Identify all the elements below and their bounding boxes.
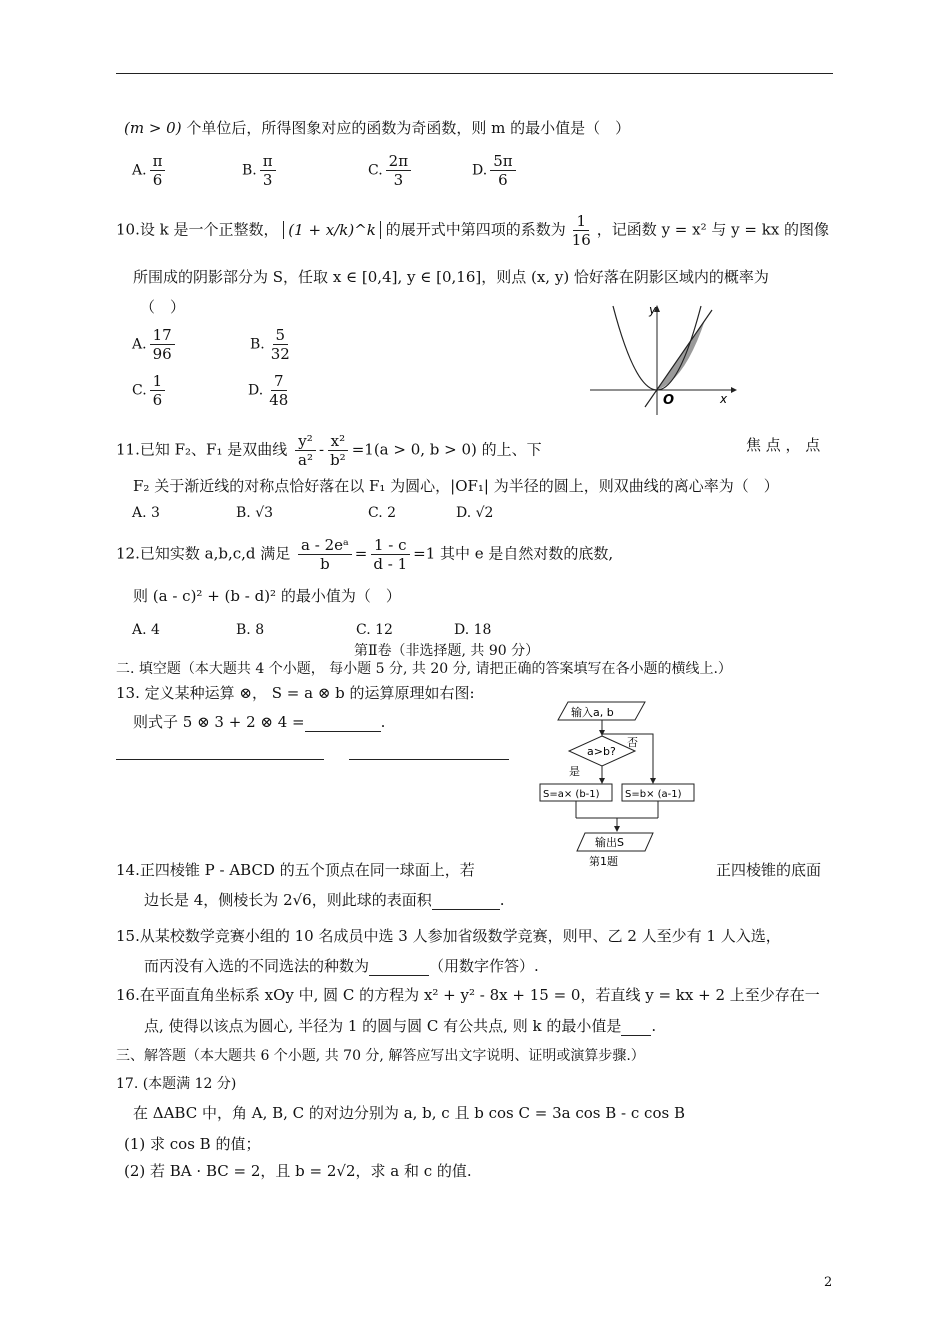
q11-stem: 11.已知 F₂、F₁ 是双曲线 $\frac{\text{y²}}{\text{a²}}$ - $\frac{\text{x²}}{\text{b²}}$ =1(a > 0, b > 0) 的上、下 bbox=[116, 432, 542, 469]
x-axis-arrow bbox=[731, 387, 737, 393]
line-y-kx bbox=[645, 310, 712, 407]
q15-line2: 而丙没有入选的不同选法的种数为 （用数字作答）. bbox=[144, 957, 539, 975]
q13-rule-right bbox=[349, 759, 509, 760]
q9-option-a: A. $\frac{\pi}{6}$ bbox=[132, 152, 168, 189]
flow-output-text: 输出S bbox=[595, 836, 624, 849]
q10-binomial: (1 + x/k)^k bbox=[283, 221, 381, 239]
q10-option-b: B. $\frac{5}{32}$ bbox=[250, 326, 290, 363]
origin-label: O bbox=[663, 393, 675, 408]
q9-option-b: B. $\frac{\pi}{3}$ bbox=[242, 152, 279, 189]
flow-input-text: 输入a, b bbox=[571, 706, 614, 719]
q15-stem: 15.从某校数学竞赛小组的 10 名成员中选 3 人参加省级数学竞赛，则甲、乙 2 人至少有 1 人入选， bbox=[116, 927, 781, 945]
q13-answer-blank bbox=[305, 717, 381, 732]
q10-option-c: C. $\frac{1}{6}$ bbox=[132, 372, 168, 409]
q11-option-c: C. 2 bbox=[368, 505, 397, 521]
flow-right-text: S=b× (a-1) bbox=[625, 789, 682, 800]
q14-stem: 14.正四棱锥 P - ABCD 的五个顶点在同一球面上，若 bbox=[116, 861, 475, 879]
q9-stem: (m > 0) 个单位后，所得图象对应的函数为奇函数，则 m 的最小值是（ ） bbox=[124, 119, 631, 137]
q10-option-d: D. $\frac{7}{48}$ bbox=[248, 372, 289, 409]
flow-decision-text: a>b? bbox=[587, 745, 616, 758]
part2-title: 第Ⅱ卷（非选择题, 共 90 分） bbox=[354, 643, 540, 659]
q17-stem: 在 ΔABC 中，角 A, B, C 的对边分别为 a, b, c 且 b cos C = 3a cos B - c cos B bbox=[133, 1104, 685, 1122]
section3-heading: 三、解答题（本大题共 6 个小题, 共 70 分, 解答应写出文字说明、证明或演算步骤.） bbox=[116, 1048, 645, 1064]
flow-yes-label: 是 bbox=[569, 765, 580, 778]
q12-option-a: A. 4 bbox=[132, 622, 160, 638]
q13-flowchart bbox=[535, 696, 705, 868]
q12-stem: 12.已知实数 a,b,c,d 满足 $\frac{\text{a - 2eᵃ}}{b}$ = $\frac{1 - c}{d - 1}$ =1 其中 e 是自然对数的底数, bbox=[116, 536, 614, 573]
header-rule bbox=[116, 73, 833, 74]
q9-option-c: C. $\frac{2\pi}{3}$ bbox=[368, 152, 414, 189]
q12-option-c: C. 12 bbox=[356, 622, 393, 638]
section2-heading: 二. 填空题（本大题共 4 个小题， 每小题 5 分, 共 20 分, 请把正确的答案填写在各小题的横线上.） bbox=[116, 661, 732, 677]
q15-answer-blank bbox=[369, 961, 429, 976]
flow-no-label: 否 bbox=[627, 736, 638, 749]
x-axis-label: x bbox=[720, 392, 728, 406]
q11-line2: F₂ 关于渐近线的对称点恰好落在以 F₁ 为圆心，|OF₁| 为半径的圆上，则双曲线的离心率为（ ） bbox=[133, 477, 779, 495]
q10-line2: 所围成的阴影部分为 S，任取 x ∈ [0,4], y ∈ [0,16]，则点 (x, y) 恰好落在阴影区域内的概率为 bbox=[133, 268, 769, 286]
q16-stem: 16.在平面直角坐标系 xOy 中, 圆 C 的方程为 x² + y² - 8x + 15 = 0，若直线 y = kx + 2 上至少存在一 bbox=[116, 986, 820, 1004]
q13-line2: 则式子 5 ⊗ 3 + 2 ⊗ 4 = . bbox=[133, 713, 386, 731]
q14-stem-right: 正四棱锥的底面 bbox=[716, 861, 822, 879]
q12-option-b: B. 8 bbox=[236, 622, 265, 638]
q10-line3: （ ） bbox=[140, 298, 186, 316]
q16-answer-blank bbox=[621, 1021, 651, 1036]
q14-line2: 边长是 4，侧棱长为 2√6，则此球的表面积 . bbox=[144, 891, 505, 909]
q12-option-d: D. 18 bbox=[454, 622, 492, 638]
y-axis-label: y bbox=[649, 303, 657, 317]
q11-stem-right: 焦 点 ， 点 bbox=[746, 436, 821, 454]
q9-option-d: D. $\frac{5\pi}{6}$ bbox=[472, 152, 519, 189]
q11-option-d: D. √2 bbox=[456, 505, 494, 521]
q14-answer-blank bbox=[432, 895, 500, 910]
q17-sub1: (1) 求 cos B 的值； bbox=[124, 1135, 261, 1153]
q10-option-a: A. $\frac{17}{96}$ bbox=[132, 326, 178, 363]
q11-option-a: A. 3 bbox=[132, 505, 160, 521]
flow-left-text: S=a× (b-1) bbox=[543, 789, 600, 800]
q10-parabola-graph bbox=[585, 300, 745, 418]
q12-line2: 则 (a - c)² + (b - d)² 的最小值为（ ） bbox=[133, 587, 401, 605]
q16-line2: 点, 使得以该点为圆心, 半径为 1 的圆与圆 C 有公共点, 则 k 的最小值是 . bbox=[144, 1017, 657, 1035]
q11-option-b: B. √3 bbox=[236, 505, 274, 521]
page-number: 2 bbox=[824, 1275, 833, 1290]
q13-rule-left bbox=[116, 759, 324, 760]
q17-sub2: (2) 若 BA · BC = 2，且 b = 2√2，求 a 和 c 的值. bbox=[124, 1162, 472, 1180]
q17-title: 17. (本题满 12 分) bbox=[116, 1076, 237, 1092]
flow-caption: 第1题 bbox=[589, 855, 618, 868]
q13-stem: 13. 定义某种运算 ⊗， S = a ⊗ b 的运算原理如右图: bbox=[116, 684, 475, 702]
q10-stem: 10.设 k 是一个正整数， (1 + x/k)^k 的展开式中第四项的系数为 $\frac{1}{16}$ ，记函数 y = x² 与 y = kx 的图像 bbox=[116, 212, 830, 249]
